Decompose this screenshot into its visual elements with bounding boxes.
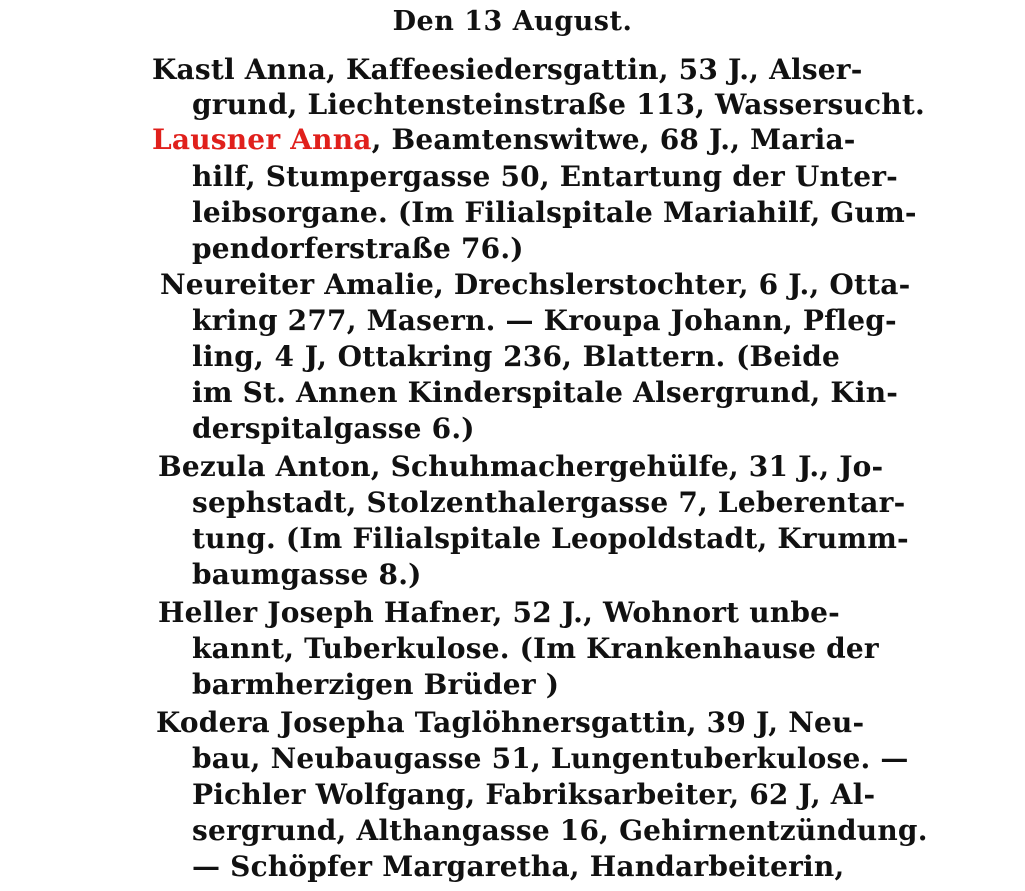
text-line: Neureiter Amalie, Drechslerstochter, 6 J., Otta- bbox=[160, 268, 911, 301]
text-line: sephstadt, Stolzenthalergasse 7, Leberentar- bbox=[192, 486, 906, 519]
text-line: leibsorgane. (Im Filialspitale Mariahilf, Gum- bbox=[192, 196, 917, 229]
text-line: derspitalgasse 6.) bbox=[192, 412, 475, 445]
text-line: grund, Liechtensteinstraße 113, Wassersucht. bbox=[192, 88, 925, 121]
text-line: bau, Neubaugasse 51, Lungentuberkulose. — bbox=[192, 742, 909, 775]
text-line: ling, 4 J, Ottakring 236, Blattern. (Beide bbox=[192, 340, 840, 373]
text-line: Lausner Anna, Beamtenswitwe, 68 J., Maria- bbox=[152, 123, 856, 156]
text-line: Bezula Anton, Schuhmachergehülfe, 31 J., Jo- bbox=[158, 450, 884, 483]
text-line: kannt, Tuberkulose. (Im Krankenhause der bbox=[192, 632, 879, 665]
text-line: — Schöpfer Margaretha, Handarbeiterin, bbox=[192, 850, 845, 883]
text-line: Kodera Josepha Taglöhnersgattin, 39 J, Neu- bbox=[156, 706, 865, 739]
text-line: pendorferstraße 76.) bbox=[192, 232, 524, 265]
text-line: Heller Joseph Hafner, 52 J., Wohnort unbe- bbox=[158, 596, 840, 629]
text-line: Kastl Anna, Kaffeesiedersgattin, 53 J., Alser- bbox=[152, 53, 863, 86]
highlighted-name: Lausner Anna bbox=[152, 123, 372, 156]
text-line: hilf, Stumpergasse 50, Entartung der Unter- bbox=[192, 160, 899, 193]
text-line: im St. Annen Kinderspitale Alsergrund, Kin- bbox=[192, 376, 899, 409]
text-line: tung. (Im Filialspitale Leopoldstadt, Krumm- bbox=[192, 522, 909, 555]
text-line: Pichler Wolfgang, Fabriksarbeiter, 62 J, Al- bbox=[192, 778, 876, 811]
date-heading: Den 13 August. bbox=[392, 6, 633, 37]
text-line: kring 277, Masern. — Kroupa Johann, Pfleg- bbox=[192, 304, 897, 337]
text-line: baumgasse 8.) bbox=[192, 558, 422, 591]
text-line: barmherzigen Brüder ) bbox=[192, 668, 560, 701]
text-line: sergrund, Althangasse 16, Gehirnentzündung. bbox=[192, 814, 928, 847]
